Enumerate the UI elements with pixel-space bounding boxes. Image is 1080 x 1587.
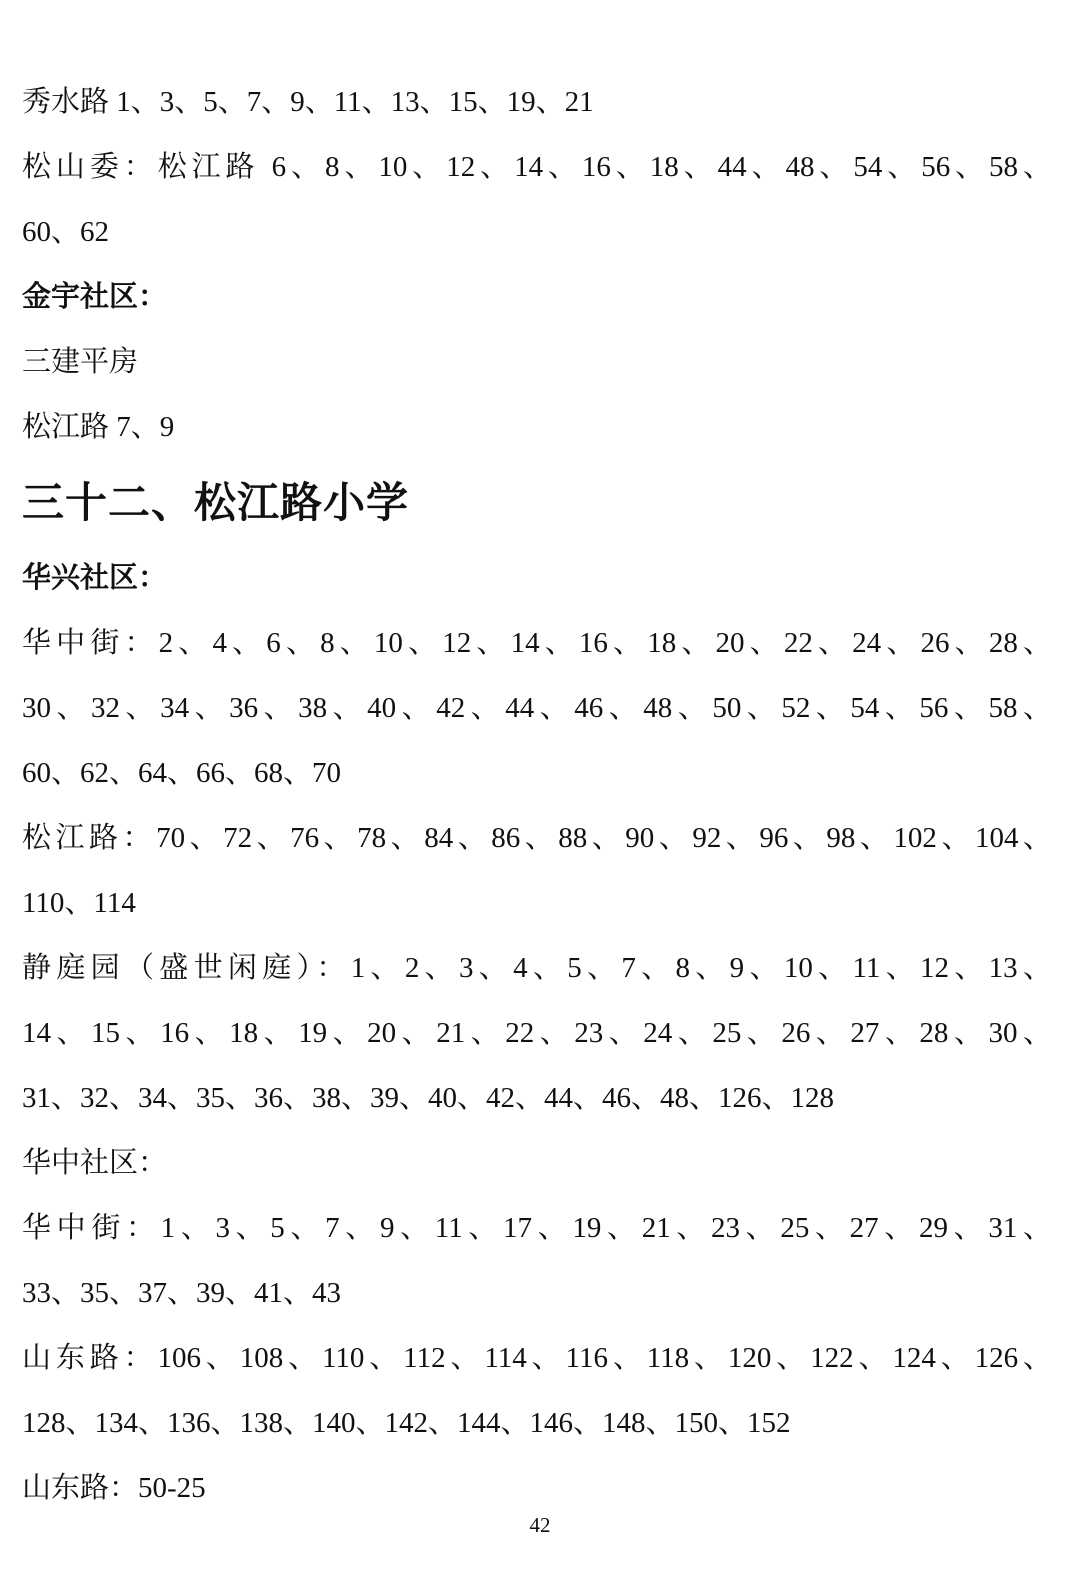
paragraph-line: 31、32、34、35、36、38、39、40、42、44、46、48、126、128: [22, 1082, 835, 1114]
paragraph-line: 松江路 7、9: [22, 411, 175, 443]
paragraph-line: 静庭园（盛世闲庭）：1、2、3、4、5、7、8、9、10、11、12、13、: [22, 952, 1052, 984]
paragraph-line: 山东路：106、108、110、112、114、116、118、120、122、124、126、: [22, 1342, 1052, 1374]
paragraph-line: 30、32、34、36、38、40、42、44、46、48、50、52、54、56、58、: [22, 692, 1052, 724]
paragraph-line: 60、62、64、66、68、70: [22, 757, 342, 789]
paragraph-line: 华中社区：: [22, 1147, 168, 1179]
main-heading: 三十二、松江路小学: [22, 479, 410, 526]
paragraph-line: 松山委：松江路 6、8、10、12、14、16、18、44、48、54、56、58、: [22, 151, 1052, 183]
paragraph-line: 山东路：50-25: [22, 1472, 206, 1504]
text-lines: [22, 70, 1052, 1521]
paragraph-line: 华中街：1、3、5、7、9、11、17、19、21、23、25、27、29、31、: [22, 1212, 1052, 1244]
paragraph-line: 松江路：70、72、76、78、84、86、88、90、92、96、98、102、104、: [22, 822, 1052, 854]
page-number: 42: [529, 1513, 551, 1537]
paragraph-line: 华中街：2、4、6、8、10、12、14、16、18、20、22、24、26、28、: [22, 627, 1052, 659]
paragraph-line: 14、15、16、18、19、20、21、22、23、24、25、26、27、28、30、: [22, 1017, 1052, 1049]
section-header: 华兴社区：: [22, 562, 168, 594]
paragraph-line: 110、114: [22, 887, 136, 919]
paragraph-line: 33、35、37、39、41、43: [22, 1277, 342, 1309]
paragraph-line: 秀水路 1、3、5、7、9、11、13、15、19、21: [22, 86, 594, 118]
section-header: 金宇社区：: [22, 281, 168, 313]
paragraph-line: 128、134、136、138、140、142、144、146、148、150、152: [22, 1407, 791, 1439]
paragraph-line: 三建平房: [22, 346, 139, 378]
paragraph-line: 60、62: [22, 216, 110, 248]
